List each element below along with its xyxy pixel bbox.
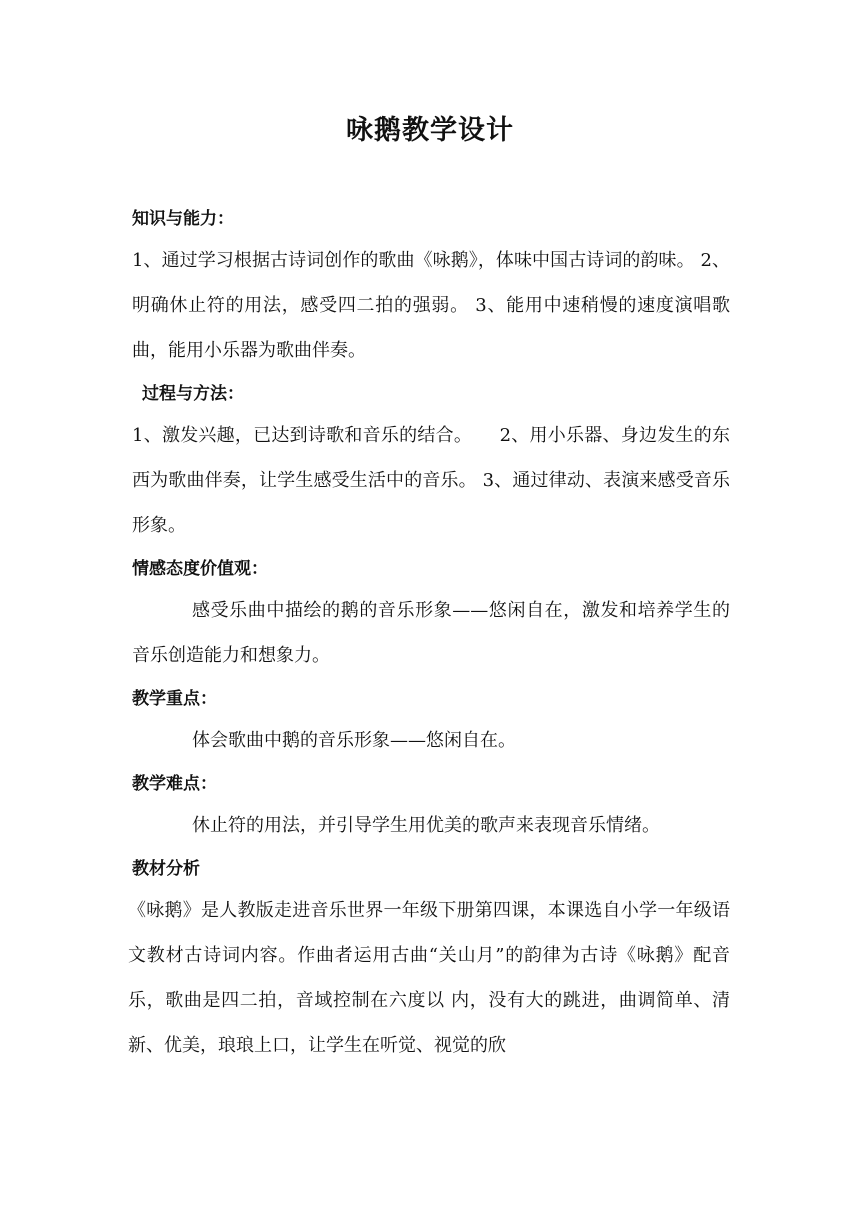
document-body [128,200,730,1070]
page-title: 咏鹅教学设计 [346,115,514,146]
section-text-difficulties: 休止符的用法，并引导学生用优美的歌声来表现音乐情绪。 [192,815,660,836]
section-heading-key-points: 教学重点： [132,689,217,709]
section-text-process: 1、激发兴趣，已达到诗歌和音乐的结合。 2、用小乐器、身边发生的东西为歌曲伴奏，让学生感受生活中的音乐。 3、通过律动、表演来感受音乐形象。 [132,425,730,536]
section-heading-process: 过程与方法： [142,384,244,404]
section-heading-emotion: 情感态度价值观： [132,559,268,579]
section-text-key-points: 体会歌曲中鹅的音乐形象——悠闲自在。 [192,730,516,751]
section-text-material-analysis: 《咏鹅》是人教版走进音乐世界一年级下册第四课，本课选自小学一年级语文教材古诗词内容。作曲者运用古曲“关山月”的韵律为古诗《咏鹅》配音乐，歌曲是四二拍，音域控制在六度以 内，没有大的跳进，曲调简单、清新、优美，琅琅上口，让学生在听觉、视觉的欣 [128,900,730,1056]
section-heading-knowledge: 知识与能力： [132,209,234,229]
section-text-emotion: 感受乐曲中描绘的鹅的音乐形象——悠闲自在，激发和培养学生的音乐创造能力和想象力。 [132,600,730,666]
section-heading-material-analysis: 教材分析 [132,859,200,879]
section-text-knowledge: 1、通过学习根据古诗词创作的歌曲《咏鹅》，体味中国古诗词的韵味。 2、明确休止符的用法，感受四二拍的强弱。 3、能用中速稍慢的速度演唱歌曲，能用小乐器为歌曲伴奏。 [132,250,730,361]
section-heading-difficulties: 教学难点： [132,774,217,794]
